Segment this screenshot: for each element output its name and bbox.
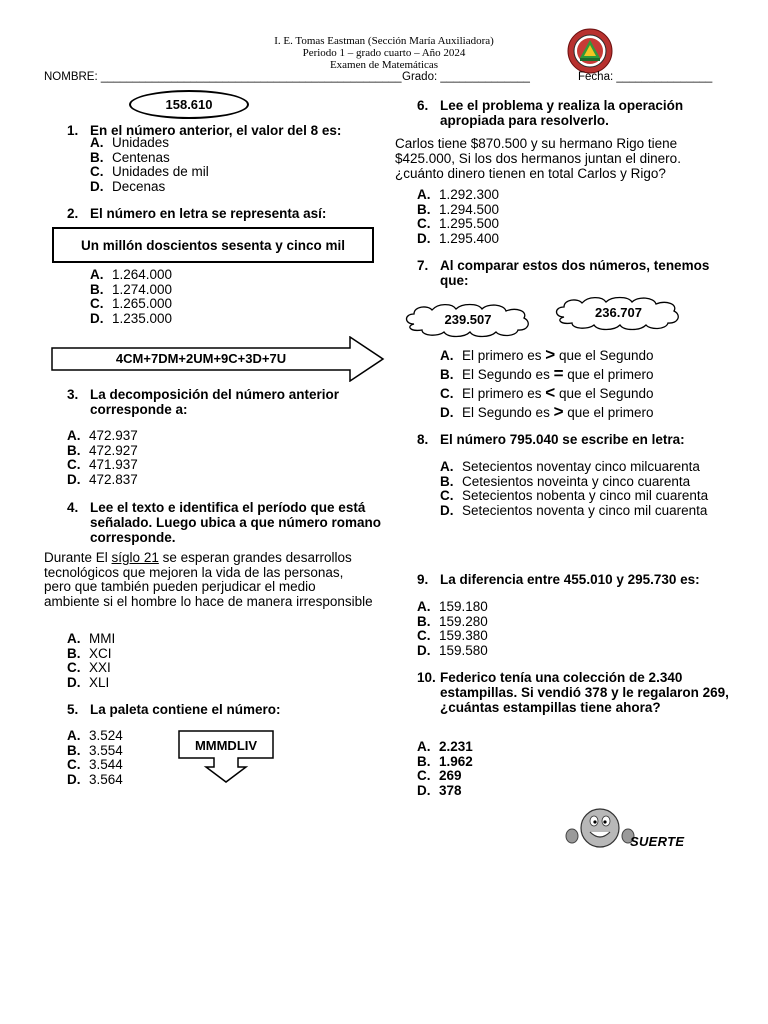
q1-text: En el número anterior, el valor del 8 es: [90,123,342,138]
q7-option-c[interactable]: C. El primero es < que el Segundo [440,383,654,402]
q7-options [440,346,654,422]
q2-text: El número en letra se representa así: [90,206,327,221]
q9-text: La diferencia entre 455.010 y 295.730 es: [440,572,700,587]
cloud-number-2 [552,295,685,331]
q1-options [90,136,209,194]
q6-option-a[interactable]: A. 1.292.300 [417,187,500,202]
q8-option-a[interactable]: A. Setecientos noventay cinco milcuarenta [440,459,700,474]
q5-text: La paleta contiene el número: [90,702,281,717]
q9-options [417,600,488,658]
q8-options [440,460,730,518]
q4-paragraph [44,551,374,609]
school-logo [567,28,613,74]
q10-options [417,740,473,798]
q5-option-a[interactable]: A. 3.524 [67,728,123,743]
q7-number: 7. [417,258,429,273]
q5-option-b[interactable]: B. 3.554 [67,742,123,758]
q6-option-c[interactable]: C. 1.295.500 [417,216,500,231]
date-field[interactable]: Fecha: _______________ [578,71,713,83]
q8-option-c[interactable]: C. Setecientos nobenta y cinco mil cuarenta [440,488,709,503]
q4-paragraph-rest: se esperan grandes desarrollos tecnológicos que mejoren la vida de las personas, pero que también pueden perjudicar el medio ambiente si el hombre lo hace de manera irresponsible [44,550,373,609]
q5-number: 5. [67,702,79,717]
q6-options [417,188,499,246]
exam-title: Examen de Matemáticas [329,59,439,71]
q7-text: Al comparar estos dos números, tenemos que: [440,258,710,288]
q4-option-c[interactable]: C. XXI [67,660,111,675]
q4-highlight: síglo 21 [111,550,159,565]
q5-option-c[interactable]: C. 3.544 [67,757,123,772]
question-7 [417,258,740,288]
arrow-text: 4CM+7DM+2UM+9C+3D+7U [115,351,287,366]
q1-option-d[interactable]: D. Decenas [90,178,166,194]
q4-number: 4. [67,500,79,515]
q2-option-c[interactable]: C. 1.265.000 [90,296,173,311]
q7-option-d[interactable]: D. El Segundo es > que el primero [440,402,654,421]
q10-option-b[interactable]: B. 1.962 [417,753,473,769]
q7-option-b[interactable]: B. El Segundo es = que el primero [440,364,654,383]
q8-option-d[interactable]: D. Setecientos noventa y cinco mil cuarenta [440,502,708,518]
q2-option-b[interactable]: B. 1.274.000 [90,281,173,297]
q6-option-b[interactable]: B. 1.294.500 [417,201,500,217]
q3-text: La decomposición del número anterior corresponde a: [90,387,340,417]
decomposition-arrow [51,336,385,382]
q4-option-d[interactable]: D. XLI [67,674,110,690]
q9-option-b[interactable]: B. 159.280 [417,613,488,629]
question-8 [417,432,750,447]
cloud-number-1 [402,302,534,338]
name-field[interactable]: NOMBRE: _______________________________________________ [44,71,402,83]
q3-option-a[interactable]: A. 472.937 [67,428,138,443]
q1-option-a[interactable]: A. Unidades [90,135,170,150]
grade-field[interactable]: Grado: ______________ [402,71,530,83]
number-badge: 158.610 [129,90,249,119]
q2-option-a[interactable]: A. 1.264.000 [90,267,173,282]
good-luck-graphic [564,806,700,856]
q6-option-d[interactable]: D. 1.295.400 [417,230,500,246]
q10-text: Federico tenía una colección de 2.340 estampillas. Si vendió 378 y le regalaron 269, ¿cuántas estampillas tiene ahora? [440,670,729,715]
q9-option-d[interactable]: D. 159.580 [417,642,488,658]
q3-option-c[interactable]: C. 471.937 [67,457,138,472]
period-line: Periodo 1 – grado cuarto – Año 2024 [302,47,466,59]
paleta-text: MMMDLIV [194,738,258,753]
q7-option-a[interactable]: A. El primero es > que el Segundo [440,345,654,364]
q2-options [90,268,172,326]
q2-number: 2. [67,206,79,221]
cloud-number-2-text: 236.707 [595,305,642,320]
question-9 [417,572,740,587]
question-10 [417,670,740,715]
q4-option-a[interactable]: A. MMI [67,631,116,646]
q3-option-d[interactable]: D. 472.837 [67,471,138,487]
q10-number: 10. [417,670,436,685]
question-4 [67,500,390,545]
q9-option-c[interactable]: C. 159.380 [417,628,488,643]
q4-option-b[interactable]: B. XCI [67,645,112,661]
q10-option-a[interactable]: A. 2.231 [417,739,473,754]
q4-paragraph-start: Durante El [44,550,112,565]
school-name: I. E. Tomas Eastman (Sección María Auxiliadora) [274,35,494,47]
q8-text: El número 795.040 se escribe en letra: [440,432,685,447]
q4-text: Lee el texto e identifica el período que está señalado. Luego ubica a que número romano corresponde. [90,500,382,545]
question-3 [67,387,400,417]
q3-option-b[interactable]: B. 472.927 [67,442,138,458]
paleta-callout [178,730,274,784]
question-6 [417,98,750,128]
q1-option-b[interactable]: B. Centenas [90,149,170,165]
cloud-number-1-text: 239.507 [444,312,492,327]
q1-number: 1. [67,123,79,138]
q8-number: 8. [417,432,429,447]
q2-number-box: Un millón doscientos sesenta y cinco mil [52,227,374,263]
q3-number: 3. [67,387,79,402]
q3-options [67,429,138,487]
question-2 [67,206,400,221]
luck-text: SUERTE [630,834,685,849]
q8-option-b[interactable]: B. Cetesientos noveinta y cinco cuarenta [440,473,691,489]
q6-paragraph: Carlos tiene $870.500 y su hermano Rigo tiene $425.000, Si los dos hermanos juntan el dinero. ¿cuánto dinero tienen en total Carlos y Rigo? [395,136,681,181]
q4-options [67,632,115,690]
q5-option-d[interactable]: D. 3.564 [67,771,123,787]
question-5 [67,702,400,717]
q5-options [67,729,123,787]
q9-option-a[interactable]: A. 159.180 [417,599,488,614]
q6-text: Lee el problema y realiza la operación apropiada para resolverlo. [440,98,684,128]
q6-number: 6. [417,98,429,113]
q2-option-d[interactable]: D. 1.235.000 [90,310,173,326]
q10-option-c[interactable]: C. 269 [417,768,462,783]
q1-option-c[interactable]: C. Unidades de mil [90,164,209,179]
q9-number: 9. [417,572,429,587]
q10-option-d[interactable]: D. 378 [417,782,462,798]
